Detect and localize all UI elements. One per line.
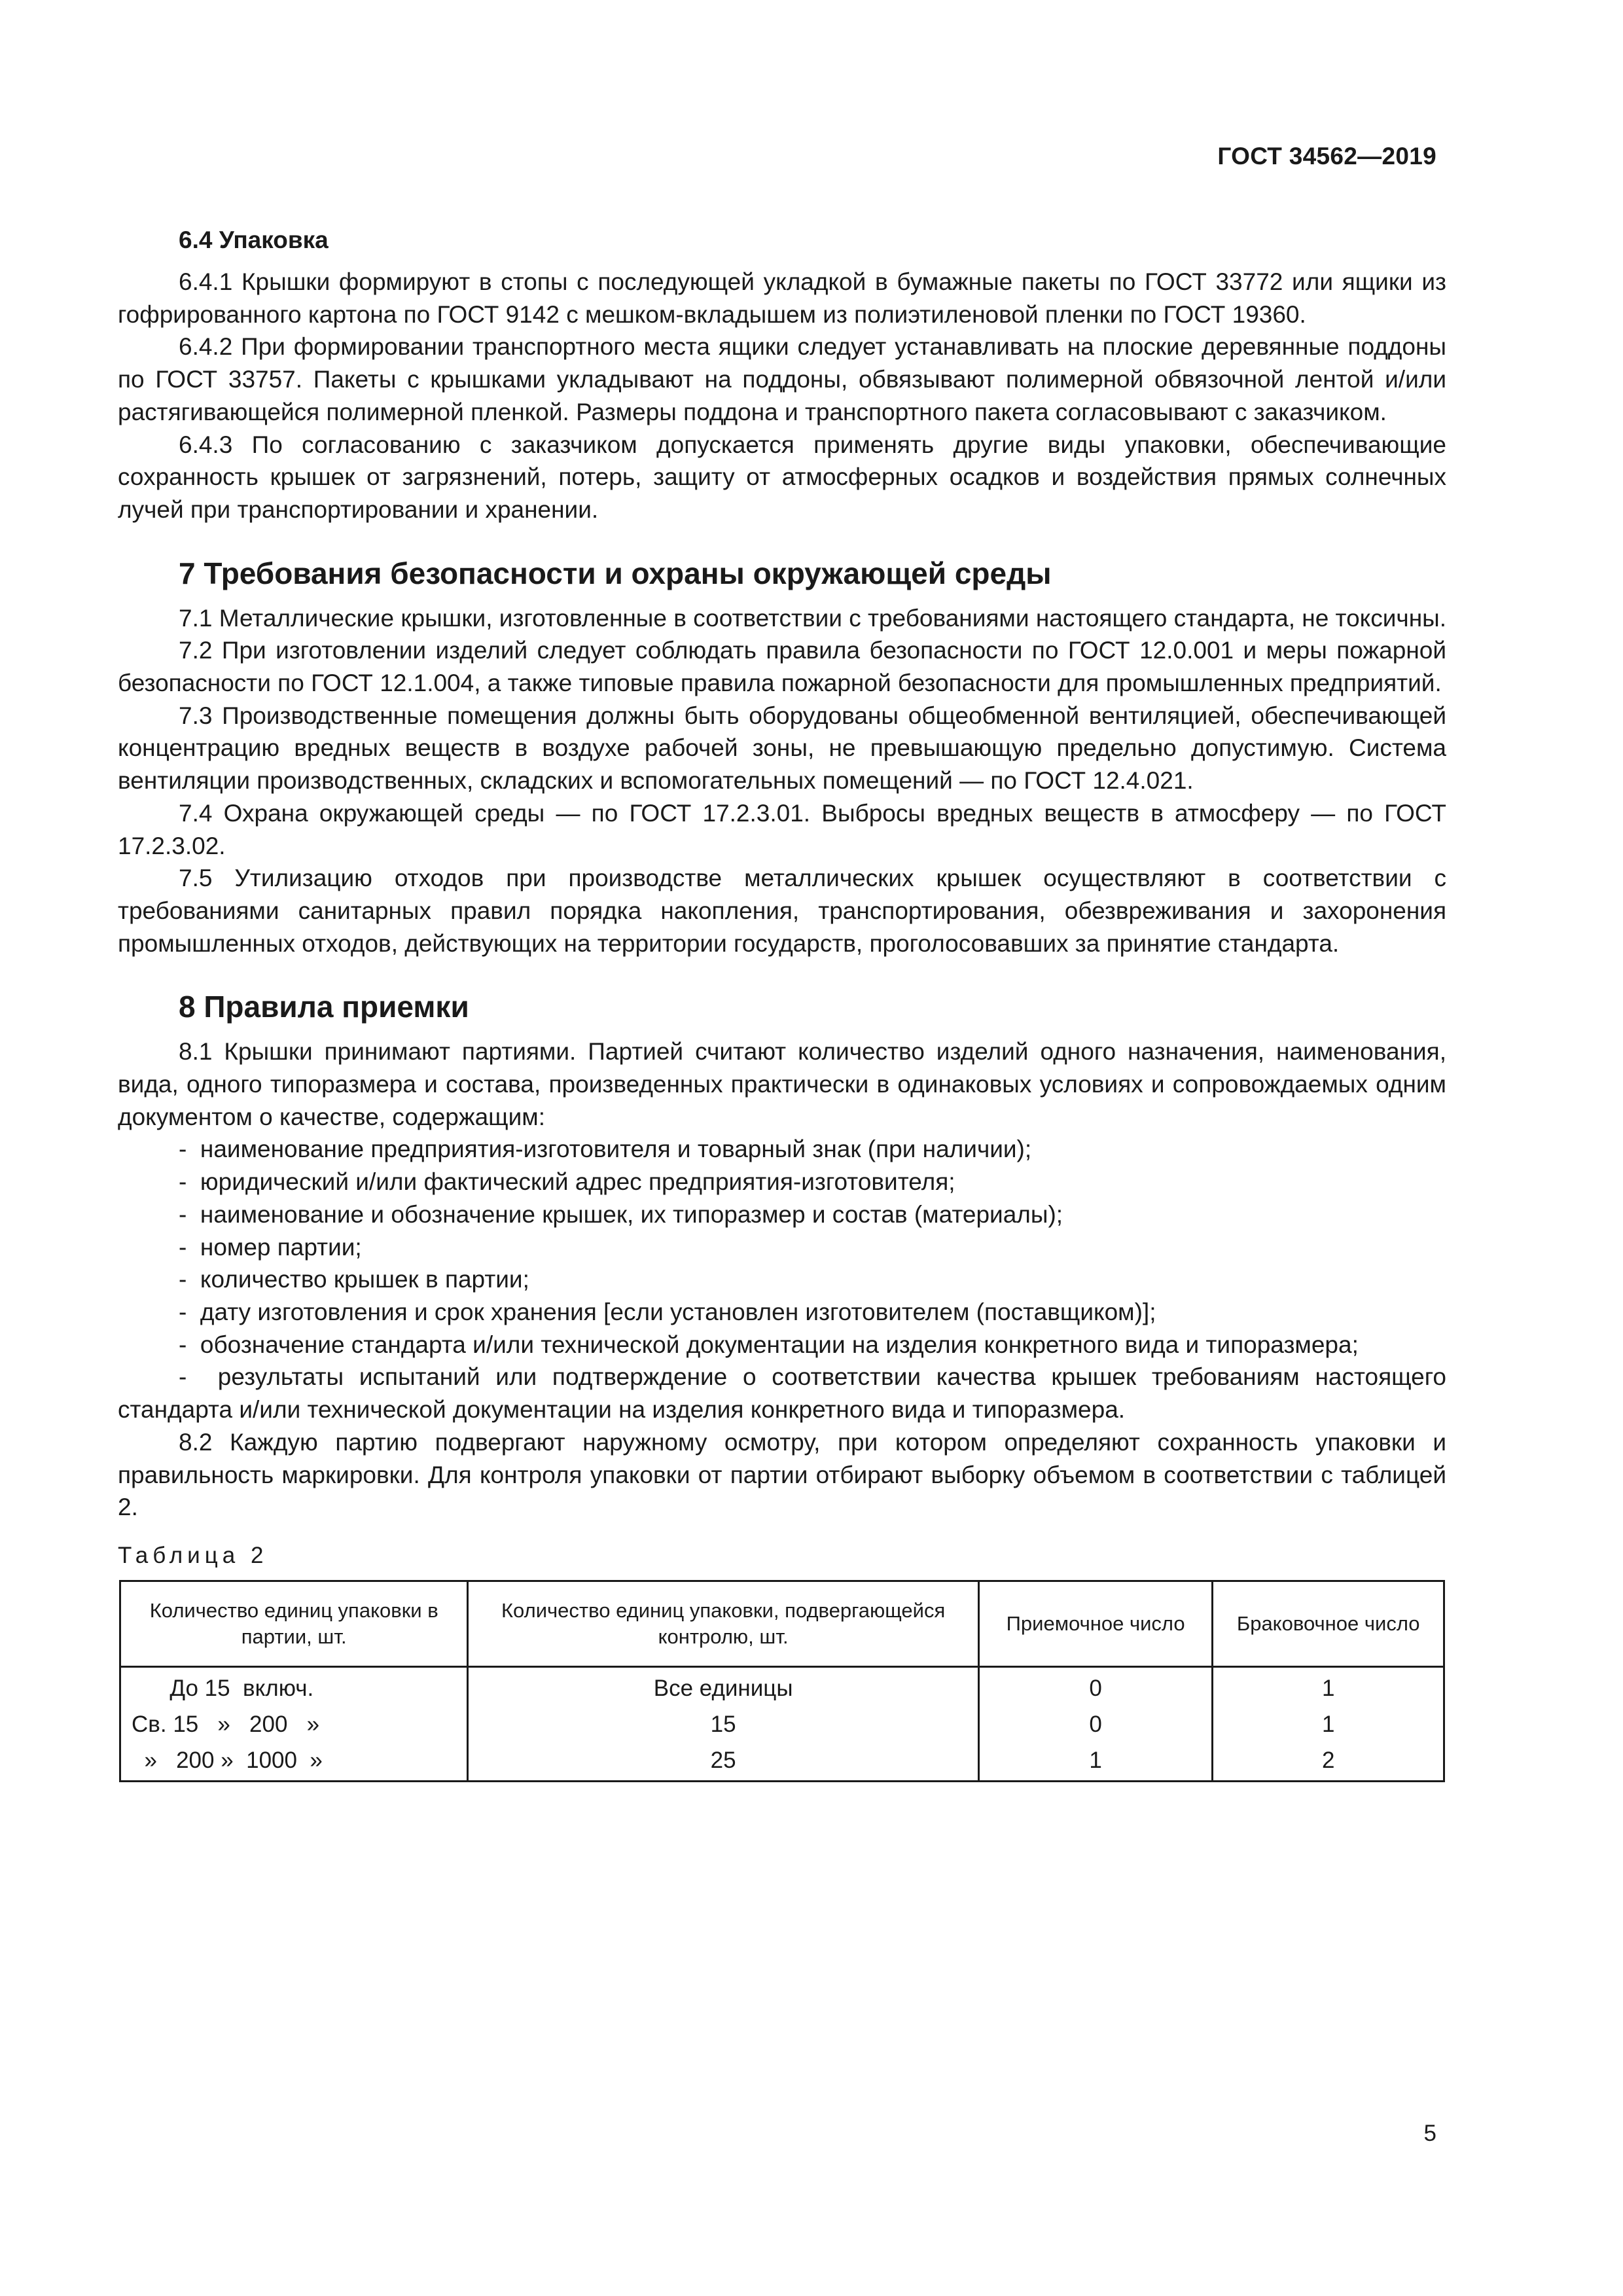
table-cell: 1: [1213, 1666, 1444, 1707]
list-item: - обозначение стандарта и/или технической документации на изделия конкретного вида и типоразмера;: [118, 1329, 1446, 1361]
paragraph-7-2: 7.2 При изготовлении изделий следует соблюдать правила безопасности по ГОСТ 12.0.001 и меры пожарной безопасности по ГОСТ 12.1.004, а также типовые правила пожарной безопасности для промышленных предприятий.: [118, 637, 1446, 697]
table-cell: Все единицы: [468, 1666, 978, 1707]
sampling-table: [119, 1580, 1445, 1782]
paragraph-6-4-1: 6.4.1 Крышки формируют в стопы с последующей укладкой в бумажные пакеты по ГОСТ 33772 или ящики из гофрированного картона по ГОСТ 9142 с мешком-вкладышем из полиэтиленовой пленки по ГОСТ 19360.: [118, 268, 1446, 328]
paragraph-6-4-3: 6.4.3 По согласованию с заказчиком допускается применять другие виды упаковки, обеспечивающие сохранность крышек от загрязнений, потерь, защиту от атмосферных осадков и воздействия прямых солнечных лучей при транспортировании и хранении.: [118, 431, 1446, 523]
table-cell: 0: [978, 1707, 1213, 1743]
paragraph-7-3: 7.3 Производственные помещения должны быть оборудованы общеобменной вентиляцией, обеспечивающей концентрацию вредных веществ в воздухе рабочей зоны, не превышающую предельно допустимую. Система вентиляции производственных, складских и вспомогательных помещений — по ГОСТ 12.4.021.: [118, 702, 1446, 795]
table-cell: 1: [1213, 1707, 1444, 1743]
document-code: ГОСТ 34562—2019: [1217, 143, 1436, 170]
table-cell: 0: [978, 1666, 1213, 1707]
paragraph-7-5: 7.5 Утилизацию отходов при производстве металлических крышек осуществляют в соответствии с требованиями санитарных правил порядка накопления, транспортирования, обезвреживания и захоронения промышленных отходов, действующих на территории государств, проголосовавших за принятие стандарта.: [118, 865, 1446, 957]
section-7-title: 7 Требования безопасности и охраны окружающей среды: [179, 556, 1052, 590]
table-cell: 2: [1213, 1743, 1444, 1782]
table-row: [120, 1707, 1444, 1743]
paragraph-6-4-2: 6.4.2 При формировании транспортного места ящики следует устанавливать на плоские деревянные поддоны по ГОСТ 33757. Пакеты с крышками укладывают на поддоны, обвязывают полимерной обвязочной лентой и/или растягивающейся полимерной пленкой. Размеры поддона и транспортного пакета согласовывают с заказчиком.: [118, 333, 1446, 425]
section-8-title: 8 Правила приемки: [179, 990, 469, 1024]
paragraph-7-1: 7.1 Металлические крышки, изготовленные в соответствии с требованиями настоящего стандарта, не токсичны.: [179, 604, 1447, 632]
paragraph-8-2: 8.2 Каждую партию подвергают наружному осмотру, при котором определяют сохранность упаковки и правильность маркировки. Для контроля упаковки от партии отбирают выборку объемом в соответствии с таблицей 2.: [118, 1428, 1446, 1521]
list-item: - номер партии;: [118, 1231, 1446, 1264]
table-header-row: [120, 1581, 1444, 1666]
list-item: - количество крышек в партии;: [118, 1263, 1446, 1296]
table-caption: Таблица 2: [118, 1542, 268, 1568]
quality-document-contents-list: [118, 1133, 1446, 1426]
list-item: - наименование и обозначение крышек, их типоразмер и состав (материалы);: [118, 1198, 1446, 1231]
table-cell: 25: [468, 1743, 978, 1782]
table-cell: Св. 15 » 200 »: [120, 1707, 468, 1743]
list-item: - юридический и/или фактический адрес предприятия-изготовителя;: [118, 1166, 1446, 1198]
document-body: [118, 209, 1446, 1782]
header-units-in-lot: Количество единиц упаковки в партии, шт.: [120, 1581, 468, 1666]
table-cell: 15: [468, 1707, 978, 1743]
paragraph-7-4: 7.4 Охрана окружающей среды — по ГОСТ 17.2.3.01. Выбросы вредных веществ в атмосферу — по ГОСТ 17.2.3.02.: [118, 799, 1446, 859]
table-cell: До 15 включ.: [120, 1666, 468, 1707]
page-number: 5: [1423, 2121, 1436, 2146]
list-item: - дату изготовления и срок хранения [если установлен изготовителем (поставщиком)];: [118, 1296, 1446, 1329]
table-cell: » 200 » 1000 »: [120, 1743, 468, 1782]
header-units-inspected: Количество единиц упаковки, подвергающейся контролю, шт.: [468, 1581, 978, 1666]
paragraph-8-1: 8.1 Крышки принимают партиями. Партией считают количество изделий одного назначения, наименования, вида, одного типоразмера и состава, произведенных практически в одинаковых условиях и сопровождаемых одним документом о качестве, содержащим:: [118, 1038, 1446, 1130]
table-row: [120, 1743, 1444, 1782]
list-item: - результаты испытаний или подтверждение о соответствии качества крышек требованиям настоящего стандарта и/или технической документации на изделия конкретного вида и типоразмера.: [118, 1361, 1446, 1426]
table-row: [120, 1666, 1444, 1707]
header-acceptance-number: Приемочное число: [978, 1581, 1213, 1666]
section-6-4-title: 6.4 Упаковка: [179, 226, 329, 253]
list-item: - наименование предприятия-изготовителя и товарный знак (при наличии);: [118, 1133, 1446, 1166]
header-rejection-number: Браковочное число: [1213, 1581, 1444, 1666]
table-cell: 1: [978, 1743, 1213, 1782]
